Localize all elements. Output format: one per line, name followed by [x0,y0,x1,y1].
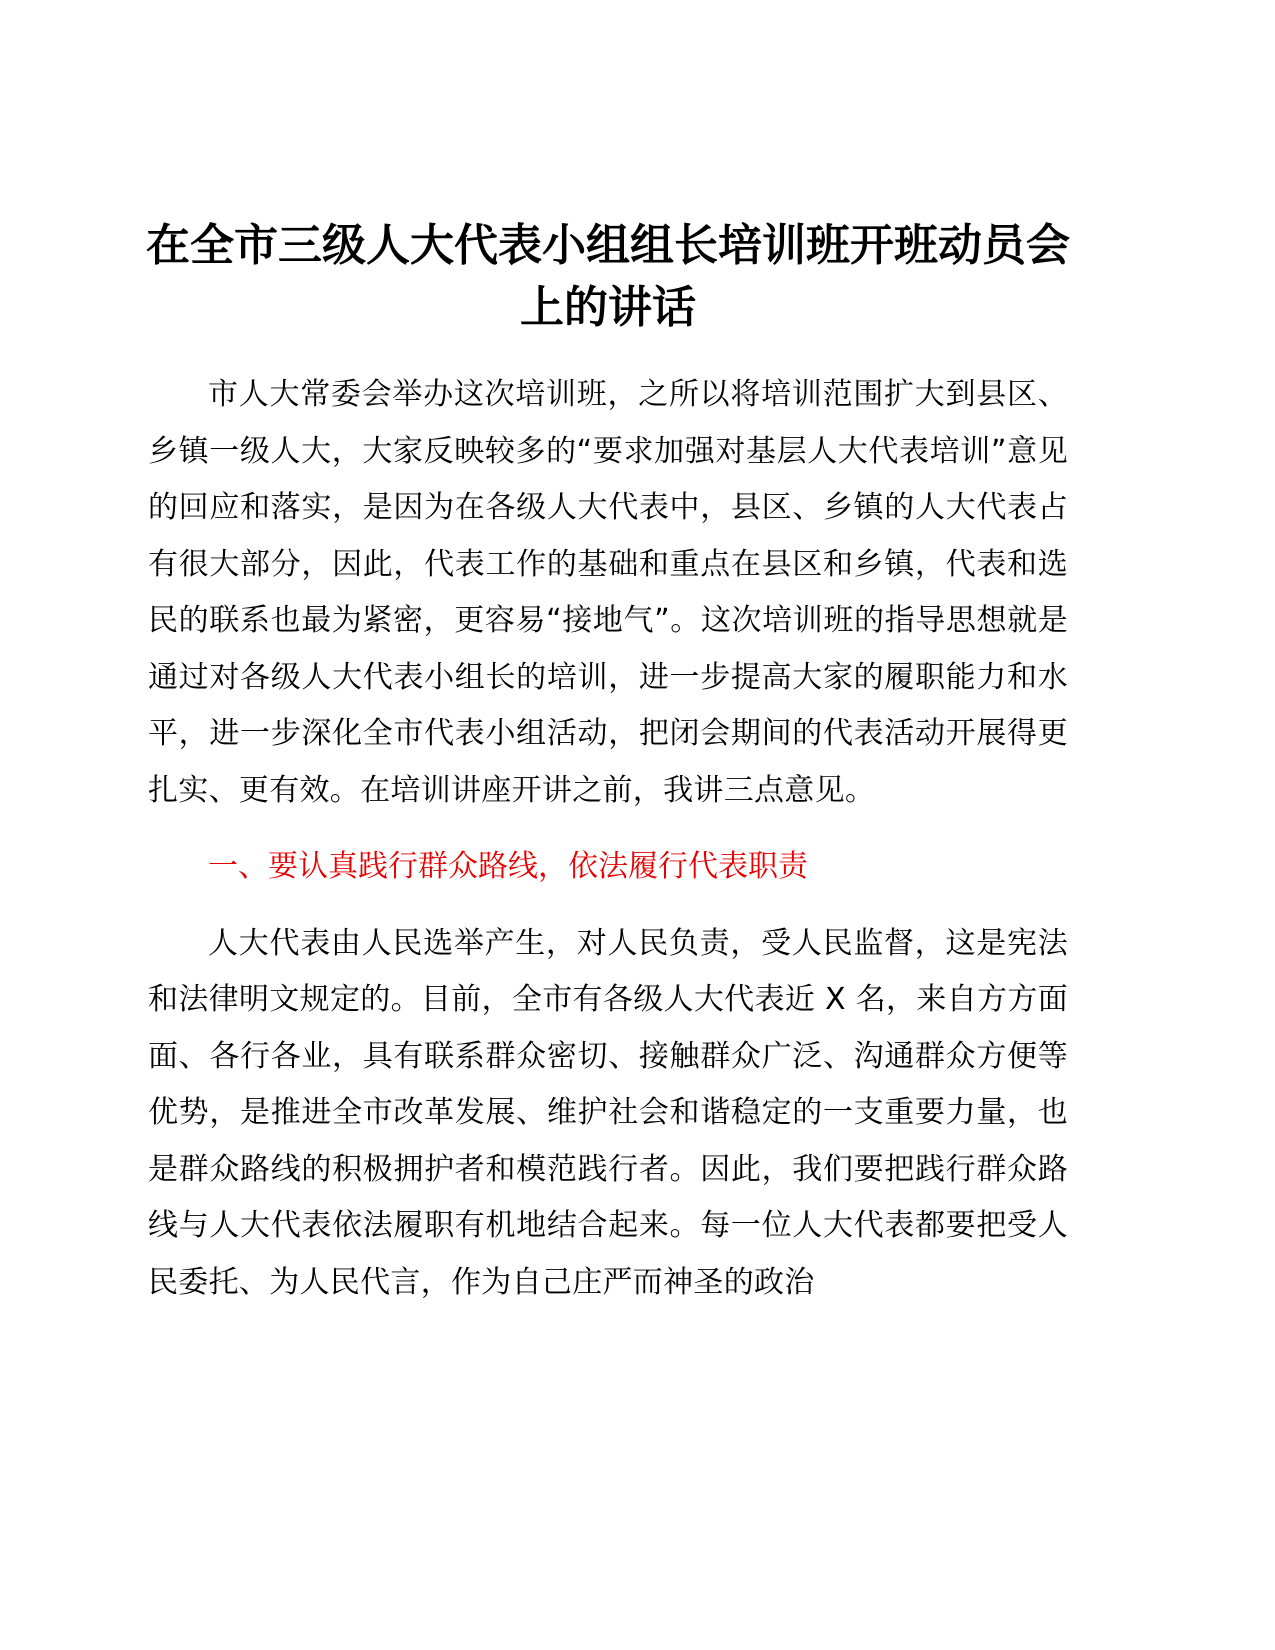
body-paragraph-2: 人大代表由人民选举产生，对人民负责，受人民监督，这是宪法和法律明文规定的。目前，全市有各级人大代表近 X 名，来自方方面面、各行各业，具有联系群众密切、接触群众广泛、沟通群众方便等优势，是推进全市改革发展、维护社会和谐稳定的一支重要力量，也是群众路线的积极拥护者和模范践行者。因此，我们要把践行群众路线与人大代表依法履职有机地结合起来。每一位人大代表都要把受人民委托、为人民代言，作为自己庄严而神圣的政治 [148,925,1068,1300]
section-1-heading: 一、要认真践行群众路线，依法履行代表职责 [208,849,808,884]
body-paragraph-1: 市人大常委会举办这次培训班，之所以将培训范围扩大到县区、乡镇一级人大，大家反映较多的“要求加强对基层人大代表培训”意见的回应和落实，是因为在各级人大代表中，县区、乡镇的人大代表占有很大部分，因此，代表工作的基础和重点在县区和乡镇，代表和选民的联系也最为紧密，更容易“接地气”。这次培训班的指导思想就是通过对各级人大代表小组长的培训，进一步提高大家的履职能力和水平，进一步深化全市代表小组活动，把闭会期间的代表活动开展得更扎实、更有效。在培训讲座开讲之前，我讲三点意见。 [148,377,1068,808]
document-page [148,215,1068,1311]
document-title: 在全市三级人大代表小组组长培训班开班动员会上的讲话 [146,220,1070,333]
